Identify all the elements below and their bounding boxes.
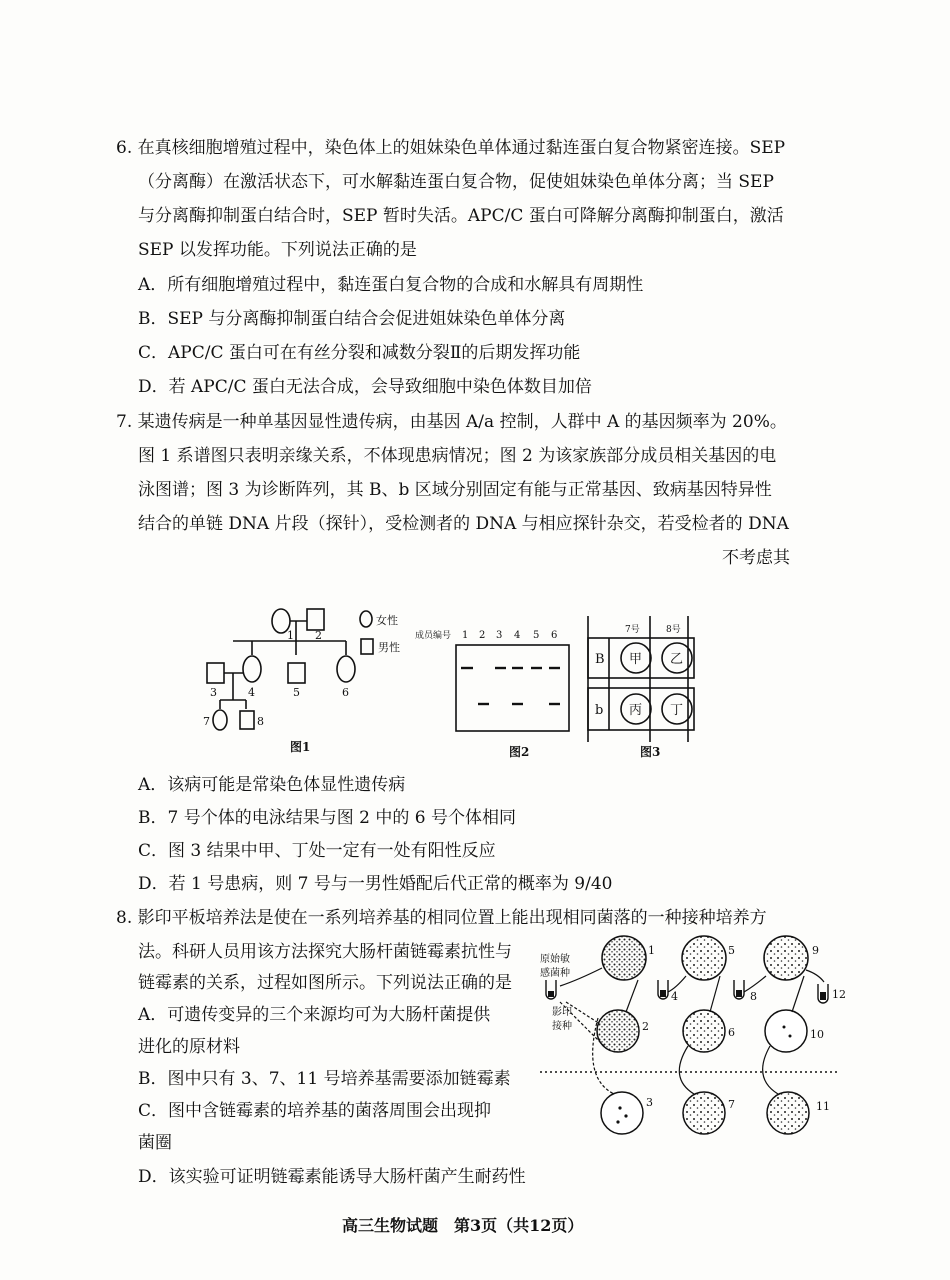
female-4-symbol — [243, 656, 261, 682]
lane-label-5: 5 — [533, 630, 540, 641]
plate-5 — [682, 936, 726, 980]
q7-stem-line4: 结合的单链 DNA 片段（探针），受检测者的 DNA 与相应探针杂交，若受检者的 DNA — [138, 514, 789, 534]
fig2-header: 成员编号 — [415, 631, 452, 641]
plate-num-6: 6 — [728, 1026, 735, 1039]
q8-option-b: B．图中只有 3、7、11 号培养基需要添加链霉素 — [138, 1069, 511, 1089]
pedigree-num-8: 8 — [257, 715, 264, 728]
plate-num-3: 3 — [646, 1096, 653, 1109]
q7-stem-line2: 图 1 系谱图只表明亲缘关系，不体现患病情况；图 2 为该家族部分成员相关基因的电 — [138, 446, 777, 466]
q6-stem-line1: 6. 在真核细胞增殖过程中，染色体上的姐妹染色单体通过黏连蛋白复合物紧密连接。SEP — [116, 138, 786, 158]
array-cell-bing: 丙 — [629, 703, 643, 718]
array-cell-yi: 乙 — [670, 652, 684, 667]
page-footer: 高三生物试题 第3页（共12页） — [342, 1216, 584, 1235]
lane-label-3: 3 — [496, 630, 503, 641]
pedigree-num-6: 6 — [342, 686, 349, 699]
array-col-7: 7号 — [625, 625, 640, 635]
lane-label-6: 6 — [551, 630, 558, 641]
plate-num-10: 10 — [810, 1028, 824, 1041]
q8-stem-line2: 法。科研人员用该方法探究大肠杆菌链霉素抗性与 — [138, 942, 512, 962]
plate-11 — [767, 1092, 809, 1134]
pedigree-num-5: 5 — [293, 686, 300, 699]
lane-label-4: 4 — [514, 630, 521, 641]
array-col-8: 8号 — [666, 625, 681, 635]
plate-num-2: 2 — [642, 1020, 649, 1033]
q8-stem-line1: 8. 影印平板培养法是使在一系列培养基的相同位置上能出现相同菌落的一种接种培养方 — [116, 908, 767, 928]
plate-num-8: 8 — [750, 990, 757, 1003]
q8-stem-line3: 链霉素的关系，过程如图所示。下列说法正确的是 — [138, 973, 512, 993]
q7-stem-line5: 不考虑其 — [722, 548, 790, 568]
q7-stem-line1: 7. 某遗传病是一种单基因显性遗传病，由基因 A/a 控制，人群中 A 的基因频率为 20%。 — [116, 412, 787, 432]
plate-9 — [764, 936, 808, 980]
q6-stem-line3: 与分离酶抑制蛋白结合时，SEP 暂时失活。APC/C 蛋白可降解分离酶抑制蛋白，激活 — [138, 206, 784, 226]
label-source-strain-2: 感菌种 — [540, 968, 570, 979]
pedigree-figure — [195, 605, 415, 760]
q7-option-a: A．该病可能是常染色体显性遗传病 — [138, 775, 406, 795]
array-cell-ding: 丁 — [670, 703, 684, 718]
electrophoresis-figure — [415, 622, 575, 762]
pedigree-num-4: 4 — [248, 686, 255, 699]
replica-plating-figure — [538, 928, 848, 1143]
q7-option-b: B．7 号个体的电泳结果与图 2 中的 6 号个体相同 — [138, 808, 516, 828]
plate-1 — [602, 936, 646, 980]
plate-num-5: 5 — [728, 944, 735, 957]
fig1-caption: 图1 — [290, 740, 311, 754]
lane-label-1: 1 — [462, 630, 469, 641]
q6-stem-line2: （分离酶）在激活状态下，可水解黏连蛋白复合物，促使姐妹染色单体分离；当 SEP — [138, 172, 774, 192]
label-replica-1: 影印 — [552, 1007, 572, 1018]
q8-option-c-line1: C．图中含链霉素的培养基的菌落周围会出现抑 — [138, 1101, 492, 1121]
plate-num-4: 4 — [671, 990, 678, 1003]
q8-option-c-line2: 菌圈 — [138, 1133, 172, 1153]
plate-6 — [683, 1010, 725, 1052]
pedigree-num-2: 2 — [315, 629, 322, 642]
plate-10 — [765, 1010, 807, 1052]
female-6-symbol — [337, 656, 355, 682]
male-8-symbol — [240, 711, 254, 729]
fig3-caption: 图3 — [640, 745, 661, 759]
q8-option-d: D．该实验可证明链霉素能诱导大肠杆菌产生耐药性 — [138, 1167, 526, 1187]
label-source-strain-1: 原始敏 — [540, 954, 570, 965]
lane-label-2: 2 — [479, 630, 486, 641]
diagnostic-array-figure — [585, 612, 705, 762]
q8-option-a-line2: 进化的原材料 — [138, 1037, 240, 1057]
q6-option-c: C．APC/C 蛋白可在有丝分裂和减数分裂Ⅱ的后期发挥功能 — [138, 343, 581, 363]
array-row-b: b — [595, 703, 604, 718]
q6-stem-line4: SEP 以发挥功能。下列说法正确的是 — [138, 240, 417, 260]
plate-num-11: 11 — [816, 1100, 830, 1113]
male-2-symbol — [307, 609, 324, 630]
q6-option-d: D．若 APC/C 蛋白无法合成，会导致细胞中染色体数目加倍 — [138, 377, 592, 397]
plate-num-7: 7 — [728, 1098, 735, 1111]
legend-female-label: 女性 — [376, 614, 398, 627]
q7-stem-line3: 泳图谱；图 3 为诊断阵列，其 B、b 区域分别固定有能与正常基因、致病基因特异性 — [138, 480, 772, 500]
array-row-B: B — [595, 652, 605, 667]
legend-male-label: 男性 — [378, 641, 400, 654]
plate-num-9: 9 — [812, 944, 819, 957]
plate-7 — [683, 1092, 725, 1134]
gel-frame — [456, 645, 569, 731]
pedigree-num-1: 1 — [287, 629, 294, 642]
q8-option-a-line1: A．可遗传变异的三个来源均可为大肠杆菌提供 — [138, 1005, 491, 1025]
q6-option-b: B．SEP 与分离酶抑制蛋白结合会促进姐妹染色单体分离 — [138, 309, 566, 329]
fig2-caption: 图2 — [509, 745, 530, 759]
plate-3 — [601, 1092, 643, 1134]
array-cell-jia: 甲 — [629, 652, 643, 667]
label-replica-2: 接种 — [552, 1021, 572, 1032]
male-5-symbol — [288, 663, 305, 683]
q6-option-a: A．所有细胞增殖过程中，黏连蛋白复合物的合成和水解具有周期性 — [138, 275, 644, 295]
q7-option-d: D．若 1 号患病，则 7 号与一男性婚配后代正常的概率为 9/40 — [138, 874, 613, 894]
plate-num-1: 1 — [648, 944, 655, 957]
pedigree-num-7: 7 — [203, 715, 210, 728]
female-7-symbol — [213, 710, 227, 730]
male-3-symbol — [207, 663, 224, 683]
pedigree-num-3: 3 — [210, 686, 217, 699]
plate-num-12: 12 — [832, 988, 846, 1001]
q7-option-c: C．图 3 结果中甲、丁处一定有一处有阳性反应 — [138, 841, 496, 861]
